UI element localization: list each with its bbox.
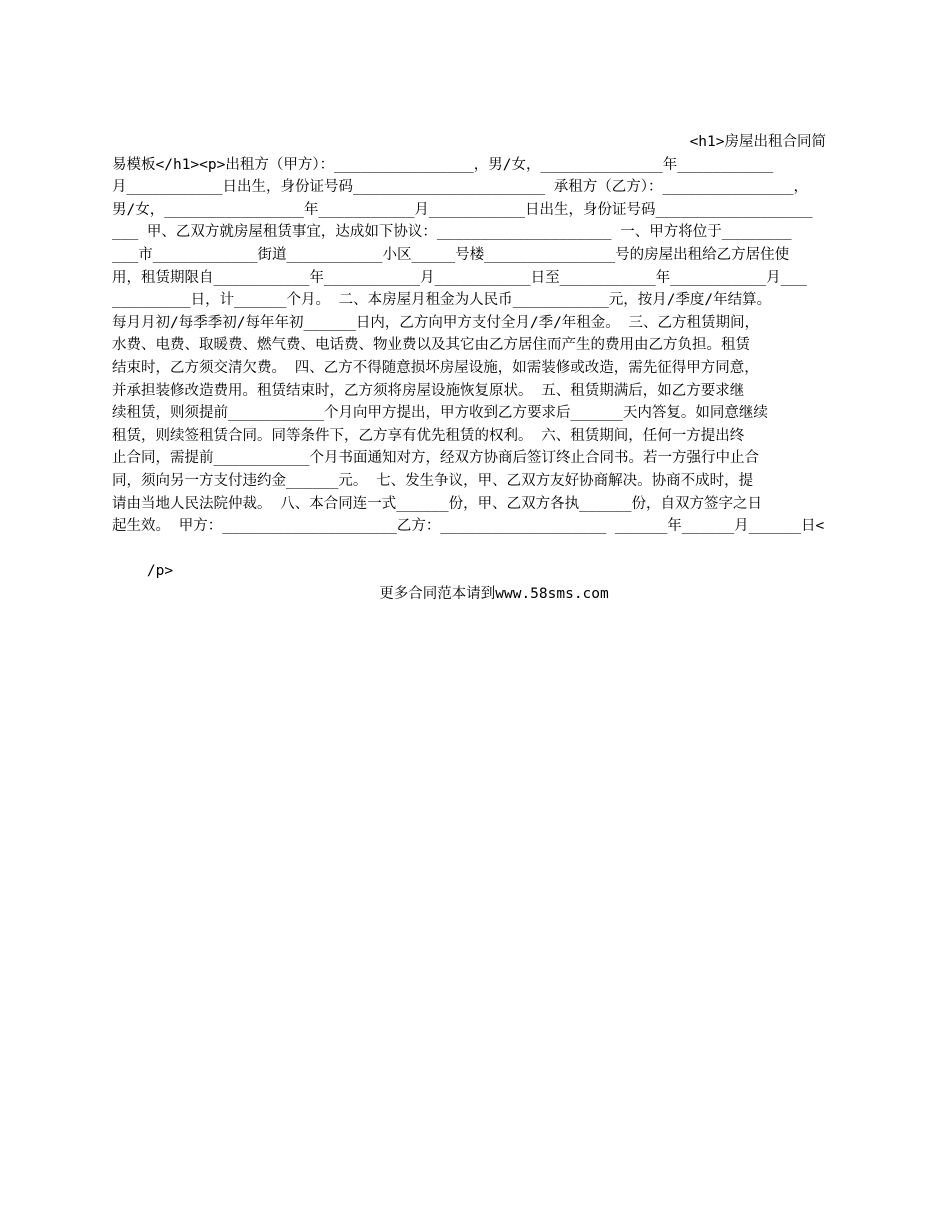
- document-line: 男/女，________________年___________月___________日出生，身份证号码__________________: [112, 201, 813, 218]
- document-line: 用，租赁期限自___________年___________月___________日至___________年___________月___: [112, 269, 807, 286]
- document-last-line: [112, 538, 842, 602]
- document-line: 起生效。 甲方：____________________乙方：___________________ ______年______月______日<: [112, 518, 825, 535]
- document-line: 租赁，则续签租赁合同。同等条件下，乙方享有优先租赁的权利。 六、租赁期间，任何一方提出终: [112, 427, 745, 444]
- document-line: 水费、电费、取暖费、燃气费、电话费、物业费以及其它由乙方居住而产生的费用由乙方负担。租赁: [112, 337, 750, 354]
- document-line: 易模板</h1><p>出租方（甲方）：________________，男/女，______________年___________: [112, 156, 774, 173]
- document-line: 月___________日出生，身份证号码______________________ 承租方（乙方）：_______________，: [112, 179, 809, 196]
- contract-document: [112, 131, 842, 602]
- closing-tag-text: /p>: [146, 563, 174, 580]
- document-line: _________日，计______个月。 二、本房屋月租金为人民币___________元，按月/季度/年结算。: [112, 292, 772, 309]
- document-line: ___市____________街道___________小区_____号楼_______________号的房屋出租给乙方居住使: [112, 246, 790, 263]
- document-line: 续租赁，则须提前___________个月向甲方提出，甲方收到乙方要求后______天内答复。如同意继续: [112, 405, 768, 422]
- document-line: <h1>房屋出租合同简: [689, 134, 826, 150]
- document-line: 结束时，乙方须交清欠费。 四、乙方不得随意损坏房屋设施，如需装修或改造，需先征得甲方同意，: [112, 359, 759, 376]
- document-line: 止合同，需提前___________个月书面通知对方，经双方协商后签订终止合同书。若一方强行中止合: [112, 450, 760, 467]
- document-line: 同，须向另一方支付违约金______元。 七、发生争议，甲、乙双方友好协商解决。协商不成时，提: [112, 472, 754, 489]
- document-line: 请由当地人民法院仲裁。 八、本合同连一式______份，甲、乙双方各执______份，自双方签字之日: [112, 495, 762, 512]
- footer-link[interactable]: 更多合同范本请到www.58sms.com: [379, 585, 609, 602]
- document-line: 每月月初/每季季初/每年年初______日内，乙方向甲方支付全月/季/年租金。 三、乙方租赁期间，: [112, 314, 760, 331]
- document-line: 并承担装修改造费用。租赁结束时，乙方须将房屋设施恢复原状。 五、租赁期满后，如乙方要求继: [112, 382, 745, 399]
- document-line: ___ 甲、乙双方就房屋租赁事宜，达成如下协议：____________________ 一、甲方将位于________: [112, 224, 792, 241]
